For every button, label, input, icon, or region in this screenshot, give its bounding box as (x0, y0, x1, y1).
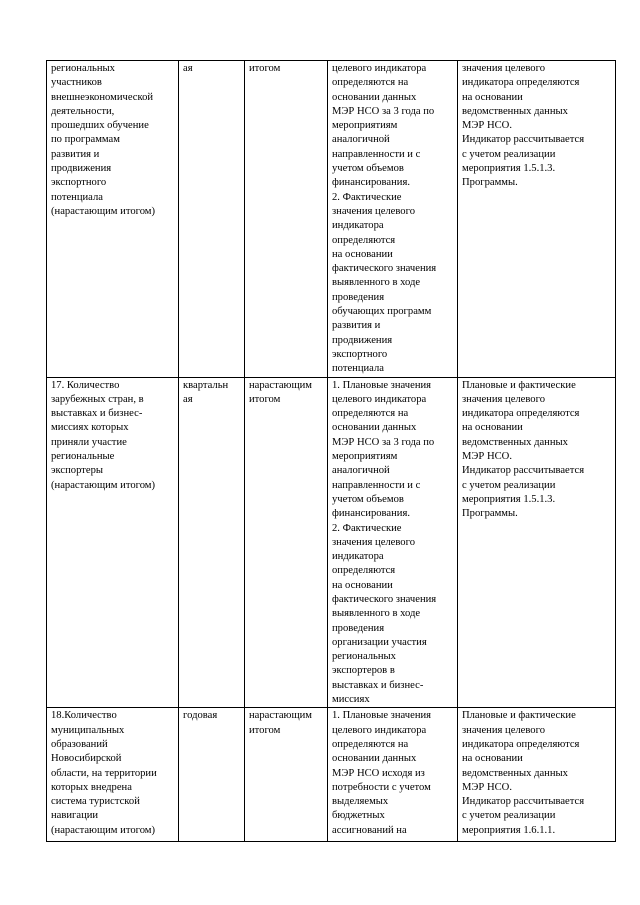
periodicity-cell (179, 377, 245, 708)
method-text: целевого индикатора определяются на основании данных МЭР НСО за 3 года по мероприятиям аналогичной направленности и с учетом объемов финансирования. 2. Фактические значения целевого индикатора определяются на основании фактического значения выявленного в ходе проведения обучающих программ развития и продвижения экспортного потенциала (332, 63, 437, 375)
indicators-table (46, 60, 616, 842)
indicator-cell (47, 708, 179, 842)
source-text: Плановые и фактические значения целевого индикатора определяются на основании ведомственных данных МЭР НСО. Индикатор рассчитывается с учетом реализации мероприятия 1.6.1.1. (462, 710, 585, 836)
method-cell (328, 377, 458, 708)
periodicity-cell (179, 61, 245, 378)
basis-cell (245, 61, 328, 378)
basis-text: итогом (249, 63, 281, 74)
source-cell (458, 61, 616, 378)
source-cell (458, 377, 616, 708)
basis-text: нарастающим итогом (249, 710, 312, 736)
periodicity-text: годовая (183, 710, 218, 722)
source-cell (458, 708, 616, 842)
table-row (47, 708, 616, 842)
indicator-cell (47, 377, 179, 708)
basis-text: нарастающим итогом (249, 379, 312, 405)
method-text: 1. Плановые значения целевого индикатора определяются на основании данных МЭР НСО за 3 года по мероприятиям аналогичной направленности и с учетом объемов финансирования. 2. Фактические значения целевого индикатора определяются на основании фактического значения выявленного в ходе проведения организации участия региональных экспортеров в выставках и бизнес- миссиях (332, 379, 437, 706)
indicator-text: 17. Количество зарубежных стран, в выставках и бизнес- миссиях которых приняли участие региональные экспортеры (нарастающим итогом) (51, 379, 156, 491)
method-cell (328, 708, 458, 842)
method-cell (328, 61, 458, 378)
table-row (47, 377, 616, 708)
basis-cell (245, 708, 328, 842)
periodicity-text: квартальн ая (183, 379, 229, 405)
table-row (47, 61, 616, 378)
indicator-text: 18.Количество муниципальных образований Новосибирской области, на территории которых внедрена система туристской навигации (нарастающим итогом) (51, 710, 157, 836)
basis-cell (245, 377, 328, 708)
source-text: Плановые и фактические значения целевого индикатора определяются на основании ведомственных данных МЭР НСО. Индикатор рассчитывается с учетом реализации мероприятия 1.5.1.3. Программы. (462, 379, 585, 520)
indicator-text: региональных участников внешнеэкономической деятельности, прошедших обучение по программам развития и продвижения экспортного потенциала (нарастающим итогом) (51, 63, 156, 217)
indicator-cell (47, 61, 179, 378)
source-text: значения целевого индикатора определяются на основании ведомственных данных МЭР НСО. Индикатор рассчитывается с учетом реализации мероприятия 1.5.1.3. Программы. (462, 63, 585, 189)
periodicity-cell (179, 708, 245, 842)
method-text: 1. Плановые значения целевого индикатора определяются на основании данных МЭР НСО исходя из потребности с учетом выделяемых бюджетных ассигнований на (332, 710, 432, 836)
periodicity-text: ая (183, 63, 193, 74)
